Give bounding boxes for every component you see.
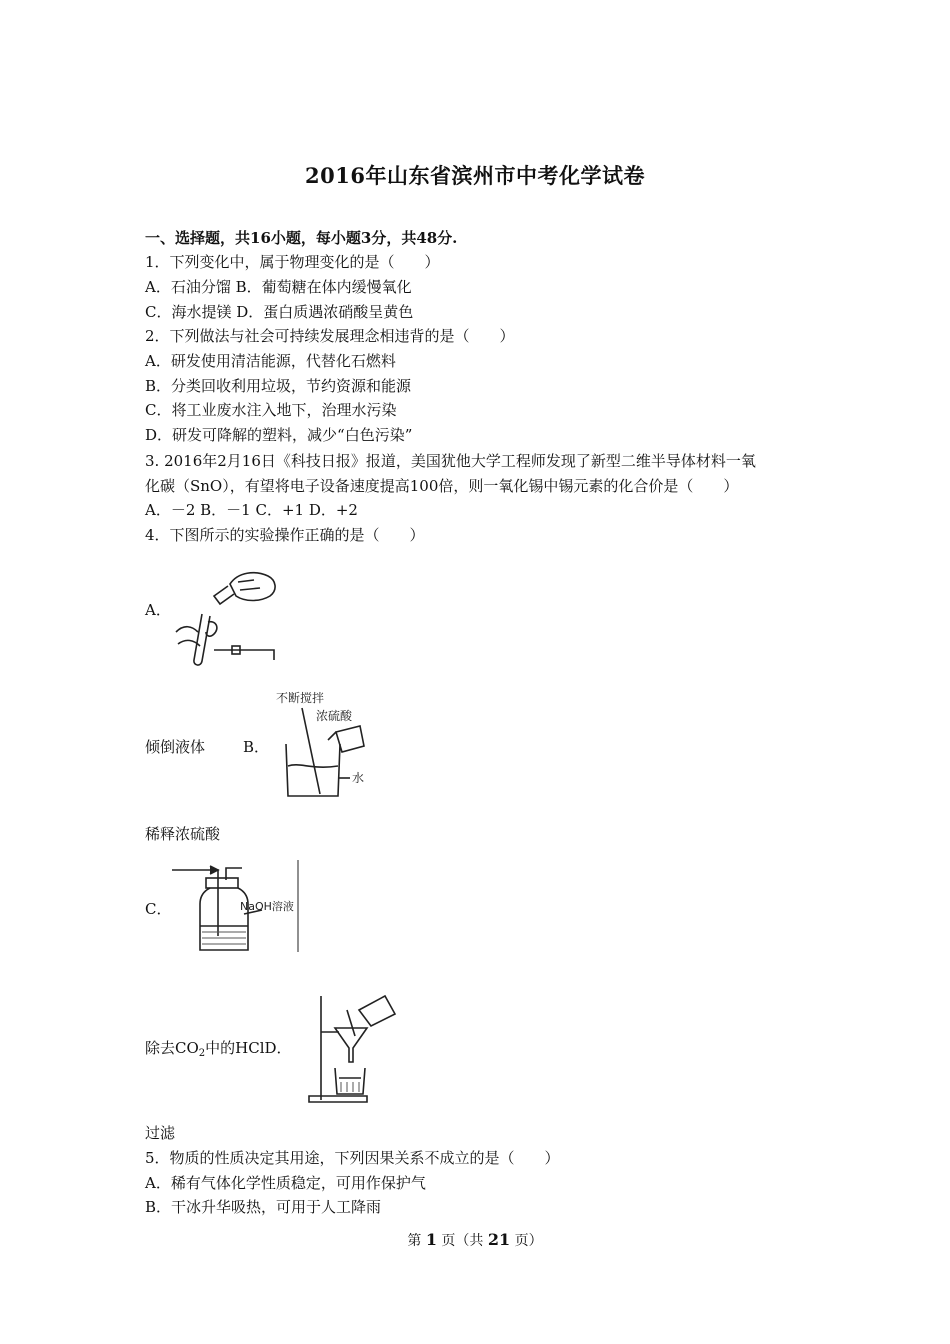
footer-text: 页） — [510, 1233, 543, 1249]
q4-option-b-label: B． — [243, 738, 270, 756]
q4-stem: 4．下图所示的实验操作正确的是（ ） — [145, 526, 425, 544]
acid-label: 浓硫酸 — [316, 709, 353, 723]
q4-option-d-caption: 过滤 — [145, 1124, 176, 1142]
q4-option-c-caption — [145, 1038, 292, 1058]
q5-stem: 5．物质的性质决定其用途，下列因果关系不成立的是（ ） — [145, 1149, 560, 1167]
water-label: 水 — [352, 771, 365, 785]
q5-option-b: B．干冰升华吸热，可用于人工降雨 — [145, 1198, 382, 1216]
q2-option-c: C．将工业废水注入地下，治理水污染 — [145, 401, 397, 419]
section-heading: 一、选择题，共16小题，每小题3分，共48分. — [145, 229, 458, 247]
gas-washing-bottle-figure — [170, 858, 302, 954]
q2-option-d: D．研发可降解的塑料，减少“白色污染” — [145, 426, 413, 444]
total-pages: 21 — [487, 1230, 511, 1249]
page-title: 2016年山东省滨州市中考化学试卷 — [305, 163, 645, 188]
q2-option-a: A．研发使用清洁能源，代替化石燃料 — [145, 352, 396, 370]
filtration-figure — [305, 992, 397, 1112]
stir-label: 不断搅拌 — [276, 691, 325, 705]
footer-text: 第 — [407, 1233, 426, 1249]
page-footer — [0, 1230, 950, 1250]
q4-option-c-label: C． — [145, 900, 172, 918]
page-number: 1 — [425, 1230, 437, 1249]
q2-option-b: B．分类回收利用垃圾，节约资源和能源 — [145, 377, 412, 395]
q4-option-a-label: A． — [145, 601, 171, 619]
q3-options: A．－2 B．－1 C．+1 D．+2 — [145, 501, 358, 519]
q1-options-cd: C．海水提镁 D．蛋白质遇浓硝酸呈黄色 — [145, 303, 414, 321]
dilute-acid-figure — [272, 686, 372, 806]
caption-text: 中的HCl — [205, 1039, 265, 1057]
q4-option-a-caption: 倾倒液体 — [145, 738, 206, 756]
caption-text: 除去CO — [145, 1039, 199, 1057]
q1-options-ab: A．石油分馏 B．葡萄糖在体内缓慢氧化 — [145, 278, 412, 296]
q2-stem: 2．下列做法与社会可持续发展理念相违背的是（ ） — [145, 327, 515, 345]
q1-stem: 1．下列变化中，属于物理变化的是（ ） — [145, 253, 440, 271]
q3-stem-line1: 3. 2016年2月16日《科技日报》报道，美国犹他大学工程师发现了新型二维半导体材料一氧 — [145, 452, 756, 470]
q3-stem-line2: 化碳（SnO），有望将电子设备速度提高100倍，则一氧化锡中锡元素的化合价是（ ） — [145, 477, 739, 495]
pouring-liquid-figure — [170, 562, 285, 667]
q4-option-d-label: D． — [264, 1039, 292, 1057]
naoh-label: NaOH溶液 — [240, 900, 294, 913]
q5-option-a: A．稀有气体化学性质稳定，可用作保护气 — [145, 1174, 426, 1192]
q4-option-b-caption: 稀释浓硫酸 — [145, 825, 221, 843]
caption-subscript: 2 — [198, 1048, 206, 1059]
footer-text: 页（共 — [436, 1233, 488, 1249]
